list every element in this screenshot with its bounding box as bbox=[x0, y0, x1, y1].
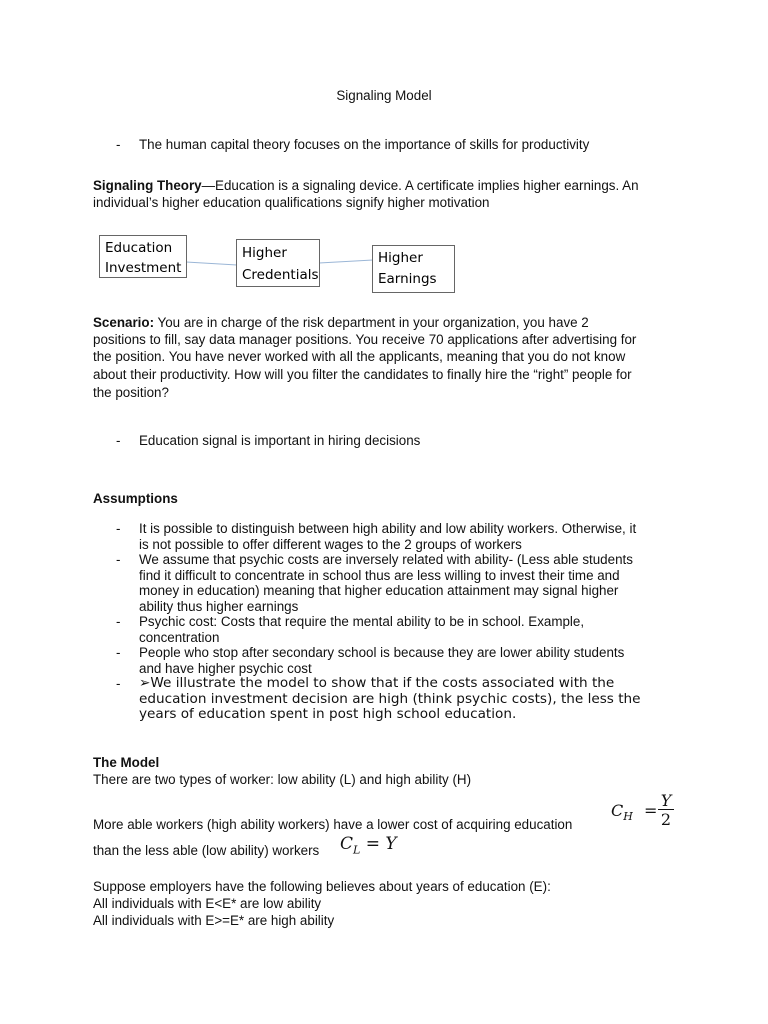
assumption-line: It is possible to distinguish between high ability and low ability workers. Otherwise, it bbox=[139, 521, 637, 536]
assumption-line: is not possible to offer different wages to the 2 groups of workers bbox=[139, 536, 522, 552]
eq-symbol: C bbox=[340, 834, 354, 854]
assumption-line: ➢We illustrate the model to show that if the costs associated with the bbox=[139, 675, 615, 691]
bullet-marker: - bbox=[116, 433, 121, 448]
box-label: Higher bbox=[378, 250, 423, 266]
eq-denominator: 2 bbox=[660, 810, 672, 829]
eq-lhs bbox=[611, 801, 633, 823]
assumption-line: People who stop after secondary school is because they are lower ability students bbox=[139, 645, 625, 660]
bullet-marker: - bbox=[116, 521, 121, 536]
scenario-line4: about their productivity. How will you filter the candidates to finally hire the “right” people for bbox=[93, 367, 632, 382]
box-label: Credentials bbox=[242, 267, 319, 283]
assumption-line: Psychic cost: Costs that require the mental ability to be in school. Example, bbox=[139, 614, 585, 629]
model-beliefs-line: Suppose employers have the following believes about years of education (E): bbox=[93, 879, 551, 894]
assumption-line: years of education spent in post high school education. bbox=[139, 706, 517, 722]
scenario-line2: positions to fill, say data manager positions. You receive 70 applications after advertising for bbox=[93, 332, 637, 347]
signaling-theory-text: —Education is a signaling device. A certificate implies higher earnings. An bbox=[201, 178, 639, 193]
model-cost-line1: More able workers (high ability workers) have a lower cost of acquiring education bbox=[93, 817, 573, 832]
scenario-label: Scenario: bbox=[93, 315, 155, 330]
box-label: Investment bbox=[105, 260, 182, 276]
assumptions-heading bbox=[93, 490, 178, 507]
assumption-item-3 bbox=[139, 614, 584, 645]
model-heading bbox=[93, 754, 159, 771]
model-heading-text: The Model bbox=[93, 755, 160, 770]
signaling-theory-line2: individual’s higher education qualifications signify higher motivation bbox=[93, 195, 490, 210]
assumption-item-4 bbox=[139, 645, 624, 676]
diagram-box-higher-earnings bbox=[372, 245, 455, 293]
assumption-item-1 bbox=[139, 521, 636, 552]
eq-subscript: L bbox=[353, 843, 361, 857]
bullet-marker: - bbox=[116, 137, 121, 152]
bullet-marker: - bbox=[116, 614, 121, 629]
diagram-box-education-investment bbox=[99, 235, 187, 278]
model-belief-low: All individuals with E<E* are low ability bbox=[93, 896, 322, 911]
connector-line bbox=[319, 260, 373, 263]
bullet-marker: - bbox=[116, 676, 121, 691]
connector-line bbox=[186, 262, 237, 265]
scenario-line3: the position. You have never worked with all the applicants, meaning that you do not know bbox=[93, 349, 626, 364]
assumption-line: We assume that psychic costs are inversely related with ability- (Less able students bbox=[139, 552, 633, 567]
box-label: Education bbox=[105, 240, 173, 256]
model-cost-line2: than the less able (low ability) workers bbox=[93, 843, 320, 858]
assumptions-heading-text: Assumptions bbox=[93, 491, 178, 506]
diagram-box-higher-credentials bbox=[236, 239, 320, 287]
scenario-line5: the position? bbox=[93, 385, 169, 400]
assumption-line: concentration bbox=[139, 629, 220, 645]
scenario-line1 bbox=[93, 314, 589, 331]
eq-rhs: = Y bbox=[365, 834, 397, 854]
intro-bullet-text: The human capital theory focuses on the importance of skills for productivity bbox=[139, 137, 590, 152]
assumption-item-2 bbox=[139, 552, 633, 614]
eq-numerator: Y bbox=[660, 791, 672, 810]
assumption-line: education investment decision are high (think psychic costs), the less the bbox=[139, 690, 641, 707]
assumption-item-5 bbox=[139, 676, 641, 723]
eq-subscript: H bbox=[623, 810, 633, 824]
equation-cost-low bbox=[340, 834, 397, 856]
bullet-marker: - bbox=[116, 645, 121, 660]
scenario-text: You are in charge of the risk department in your organization, you have 2 bbox=[154, 315, 589, 330]
assumption-line: and have higher psychic cost bbox=[139, 660, 312, 676]
model-belief-high: All individuals with E>=E* are high ability bbox=[93, 913, 335, 928]
assumption-line: ability thus higher earnings bbox=[139, 598, 299, 614]
box-label: Higher bbox=[242, 245, 287, 261]
box-label: Earnings bbox=[378, 271, 437, 287]
assumption-line: find it difficult to concentrate in school thus are less willing to invest their time and bbox=[139, 567, 620, 583]
model-types-line: There are two types of worker: low ability (L) and high ability (H) bbox=[93, 772, 472, 787]
eq-equals: = bbox=[644, 801, 658, 820]
assumption-line: money in education) meaning that higher education attainment may signal higher bbox=[139, 583, 619, 598]
signaling-theory-label: Signaling Theory bbox=[93, 178, 202, 193]
education-bullet-text: Education signal is important in hiring decisions bbox=[139, 433, 421, 448]
eq-symbol: C bbox=[611, 801, 624, 820]
bullet-marker: - bbox=[116, 552, 121, 567]
page-title: Signaling Model bbox=[336, 88, 432, 103]
